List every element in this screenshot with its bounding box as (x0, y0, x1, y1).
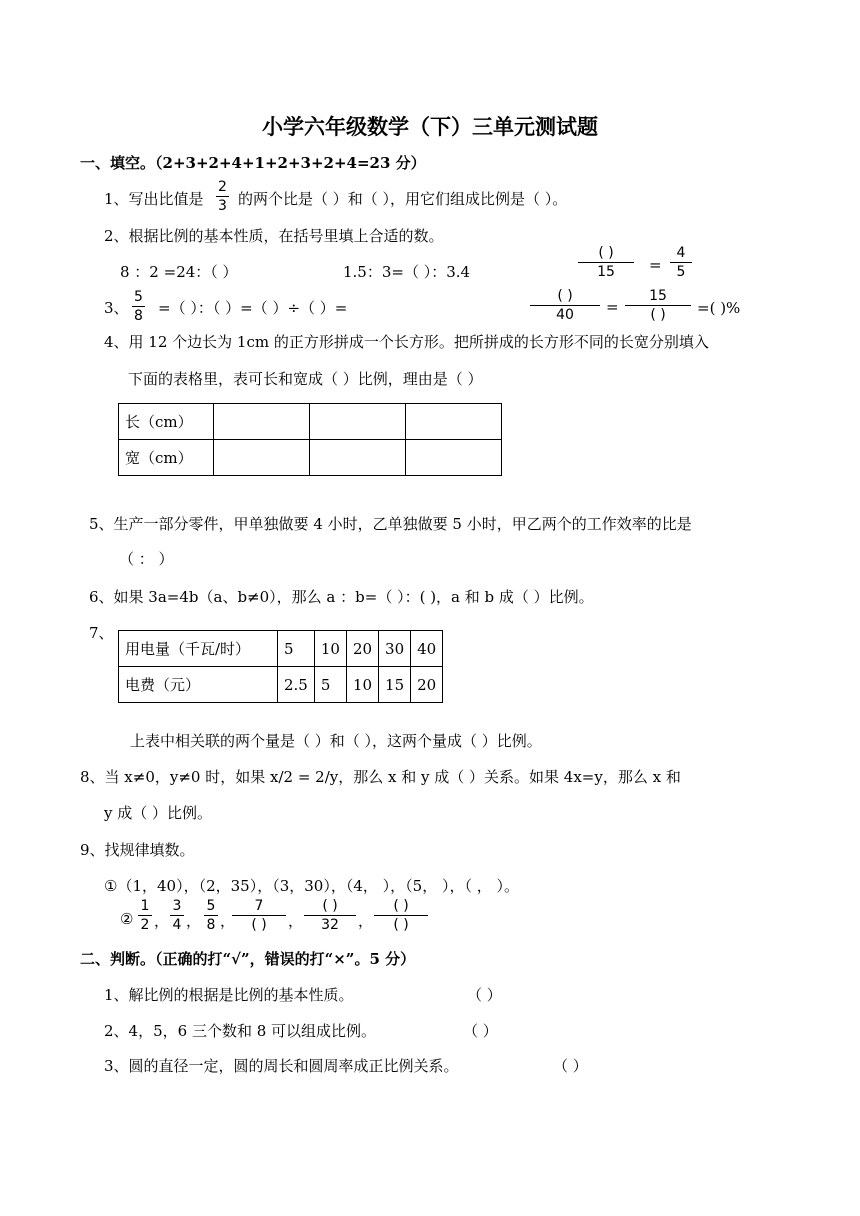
q4-text-b: 下面的表格里，表可长和宽成（ ）比例，理由是（ ） (128, 370, 483, 388)
q1-text-b: 的两个比是（ ）和（ ），用它们组成比例是（ ）。 (238, 190, 568, 208)
q9-comma-4: ， (288, 912, 304, 930)
q7-label: 7、 (89, 624, 114, 642)
q3-f3-den: ( ) (650, 307, 666, 323)
section-1-heading: 一、填空。（2+3+2+4+1+2+3+2+4=23 分） (80, 154, 426, 172)
table-cell: 2.5 (278, 667, 315, 703)
section-2-heading: 二、判断。（正确的打“√”，错误的打“×”。5 分） (80, 950, 416, 968)
q7-table (118, 630, 443, 703)
q9-comma-5: ， (358, 912, 374, 930)
q9-frac-4 (232, 899, 286, 932)
table-cell: 15 (379, 667, 411, 703)
q2-fraction-right (670, 246, 692, 279)
table-cell: 20 (346, 631, 378, 667)
q2-left-den: 15 (597, 264, 615, 280)
q2-right-num: 4 (670, 246, 692, 263)
q6-text: 6、如果 3a=4b（a、b≠0），那么 a ：b=（ ）：( )，a 和 b 成（ ）比例。 (89, 588, 594, 606)
q9-frac-4-num: 7 (232, 899, 286, 916)
table-cell: 10 (346, 667, 378, 703)
q9-frac-5 (304, 899, 356, 932)
q3-equals: = (606, 298, 619, 316)
q9-frac-6 (374, 899, 428, 932)
q3-end: =( )% (697, 299, 741, 317)
table-row (119, 404, 502, 440)
q3-frac-num: 5 (134, 289, 143, 305)
q8-text-a: 8、当 x≠0，y≠0 时，如果 x/2 = 2/y，那么 x 和 y 成（ ）关系。如果 4x=y，那么 x 和 (80, 768, 681, 786)
q9-frac-2-num: 3 (170, 899, 184, 916)
table-cell: 长（cm） (119, 404, 214, 440)
q2-left-num: ( ) (578, 246, 634, 263)
q2-fraction-left (578, 246, 634, 279)
q9-text: 9、找规律填数。 (80, 841, 195, 859)
table-cell (310, 404, 406, 440)
q9-sequence-2-label: ② (120, 910, 134, 928)
table-cell: 10 (314, 631, 346, 667)
q5-text-a: 5、生产一部分零件，甲单独做要 4 小时，乙单独做要 5 小时，甲乙两个的工作效率的比是 (89, 515, 692, 533)
judge-item-1: 1、解比例的根据是比例的基本性质。 (104, 986, 354, 1004)
q9-frac-2-den: 4 (172, 917, 182, 933)
q9-frac-3-num: 5 (204, 899, 218, 916)
table-cell (310, 440, 406, 476)
table-cell: 40 (411, 631, 443, 667)
judge-item-3-answer: （ ） (553, 1057, 588, 1075)
table-cell: 5 (278, 631, 315, 667)
q9-frac-2 (170, 899, 184, 932)
q9-frac-1 (138, 899, 152, 932)
q3-f2-num: ( ) (530, 289, 600, 306)
table-cell (406, 440, 502, 476)
q9-frac-5-den: 32 (321, 917, 339, 933)
q2-item-b: 1.5：3=（ ）：3.4 (343, 263, 471, 281)
judge-item-2: 2、4，5，6 三个数和 8 可以组成比例。 (104, 1022, 377, 1040)
table-row (119, 667, 443, 703)
q3-fraction (132, 290, 145, 323)
table-cell: 20 (411, 667, 443, 703)
q2-item-a: 8 ：2 =24：（ ） (120, 263, 238, 281)
table-cell: 用电量（千瓦/时） (119, 631, 278, 667)
q9-comma-2: ， (186, 912, 202, 930)
judge-item-2-answer: （ ） (463, 1022, 498, 1040)
q9-comma-1: ， (154, 912, 170, 930)
table-cell (214, 440, 310, 476)
judge-item-1-answer: （ ） (467, 986, 502, 1004)
q9-frac-6-num: ( ) (374, 899, 428, 916)
table-cell (214, 404, 310, 440)
q2-text: 2、根据比例的基本性质，在括号里填上合适的数。 (104, 227, 444, 245)
q9-frac-4-den: ( ) (251, 917, 267, 933)
q9-frac-5-num: ( ) (304, 899, 356, 916)
q4-text-a: 4、用 12 个边长为 1cm 的正方形拼成一个长方形。把所拼成的长方形不同的长宽分别填入 (104, 333, 709, 351)
table-cell: 30 (379, 631, 411, 667)
q9-frac-1-num: 1 (138, 899, 152, 916)
q9-frac-3-den: 8 (206, 917, 216, 933)
table-cell (406, 404, 502, 440)
q4-table (118, 403, 502, 476)
q3-f3-num: 15 (625, 289, 691, 306)
page-title: 小学六年级数学（下）三单元测试题 (262, 114, 598, 139)
table-cell: 5 (314, 667, 346, 703)
table-cell: 电费（元） (119, 667, 278, 703)
q3-frac-den: 8 (134, 308, 143, 324)
q1-fraction (216, 180, 229, 213)
table-row (119, 631, 443, 667)
q9-frac-3 (204, 899, 218, 932)
table-row (119, 440, 502, 476)
q9-frac-6-den: ( ) (393, 917, 409, 933)
q2-right-den: 5 (676, 264, 686, 280)
judge-item-3: 3、圆的直径一定，圆的周长和圆周率成正比例关系。 (104, 1057, 459, 1075)
q9-frac-1-den: 2 (140, 917, 150, 933)
table-cell: 宽（cm） (119, 440, 214, 476)
q3-fraction-3 (625, 289, 691, 322)
q3-middle: =（ ）：（ ）=（ ）÷（ ）= (158, 299, 348, 317)
q9-sequence-1: ①（1，40），（2，35），（3，30），（4， ），（5， ），（ ， ）。 (104, 877, 520, 895)
q1-frac-num: 2 (218, 179, 227, 195)
q8-text-b: y 成（ ）比例。 (104, 804, 213, 822)
q9-comma-3: ， (220, 912, 236, 930)
q3-f2-den: 40 (556, 307, 574, 323)
q3-prefix: 3、 (104, 299, 129, 317)
q3-fraction-2 (530, 289, 600, 322)
q2-equals: = (649, 256, 662, 274)
q1-frac-den: 3 (218, 198, 227, 214)
q5-text-b: （ ： ） (119, 550, 174, 568)
q7-text-b: 上表中相关联的两个量是（ ）和（ ），这两个量成（ ）比例。 (130, 732, 542, 750)
q1-text-a: 1、写出比值是 (104, 190, 204, 208)
